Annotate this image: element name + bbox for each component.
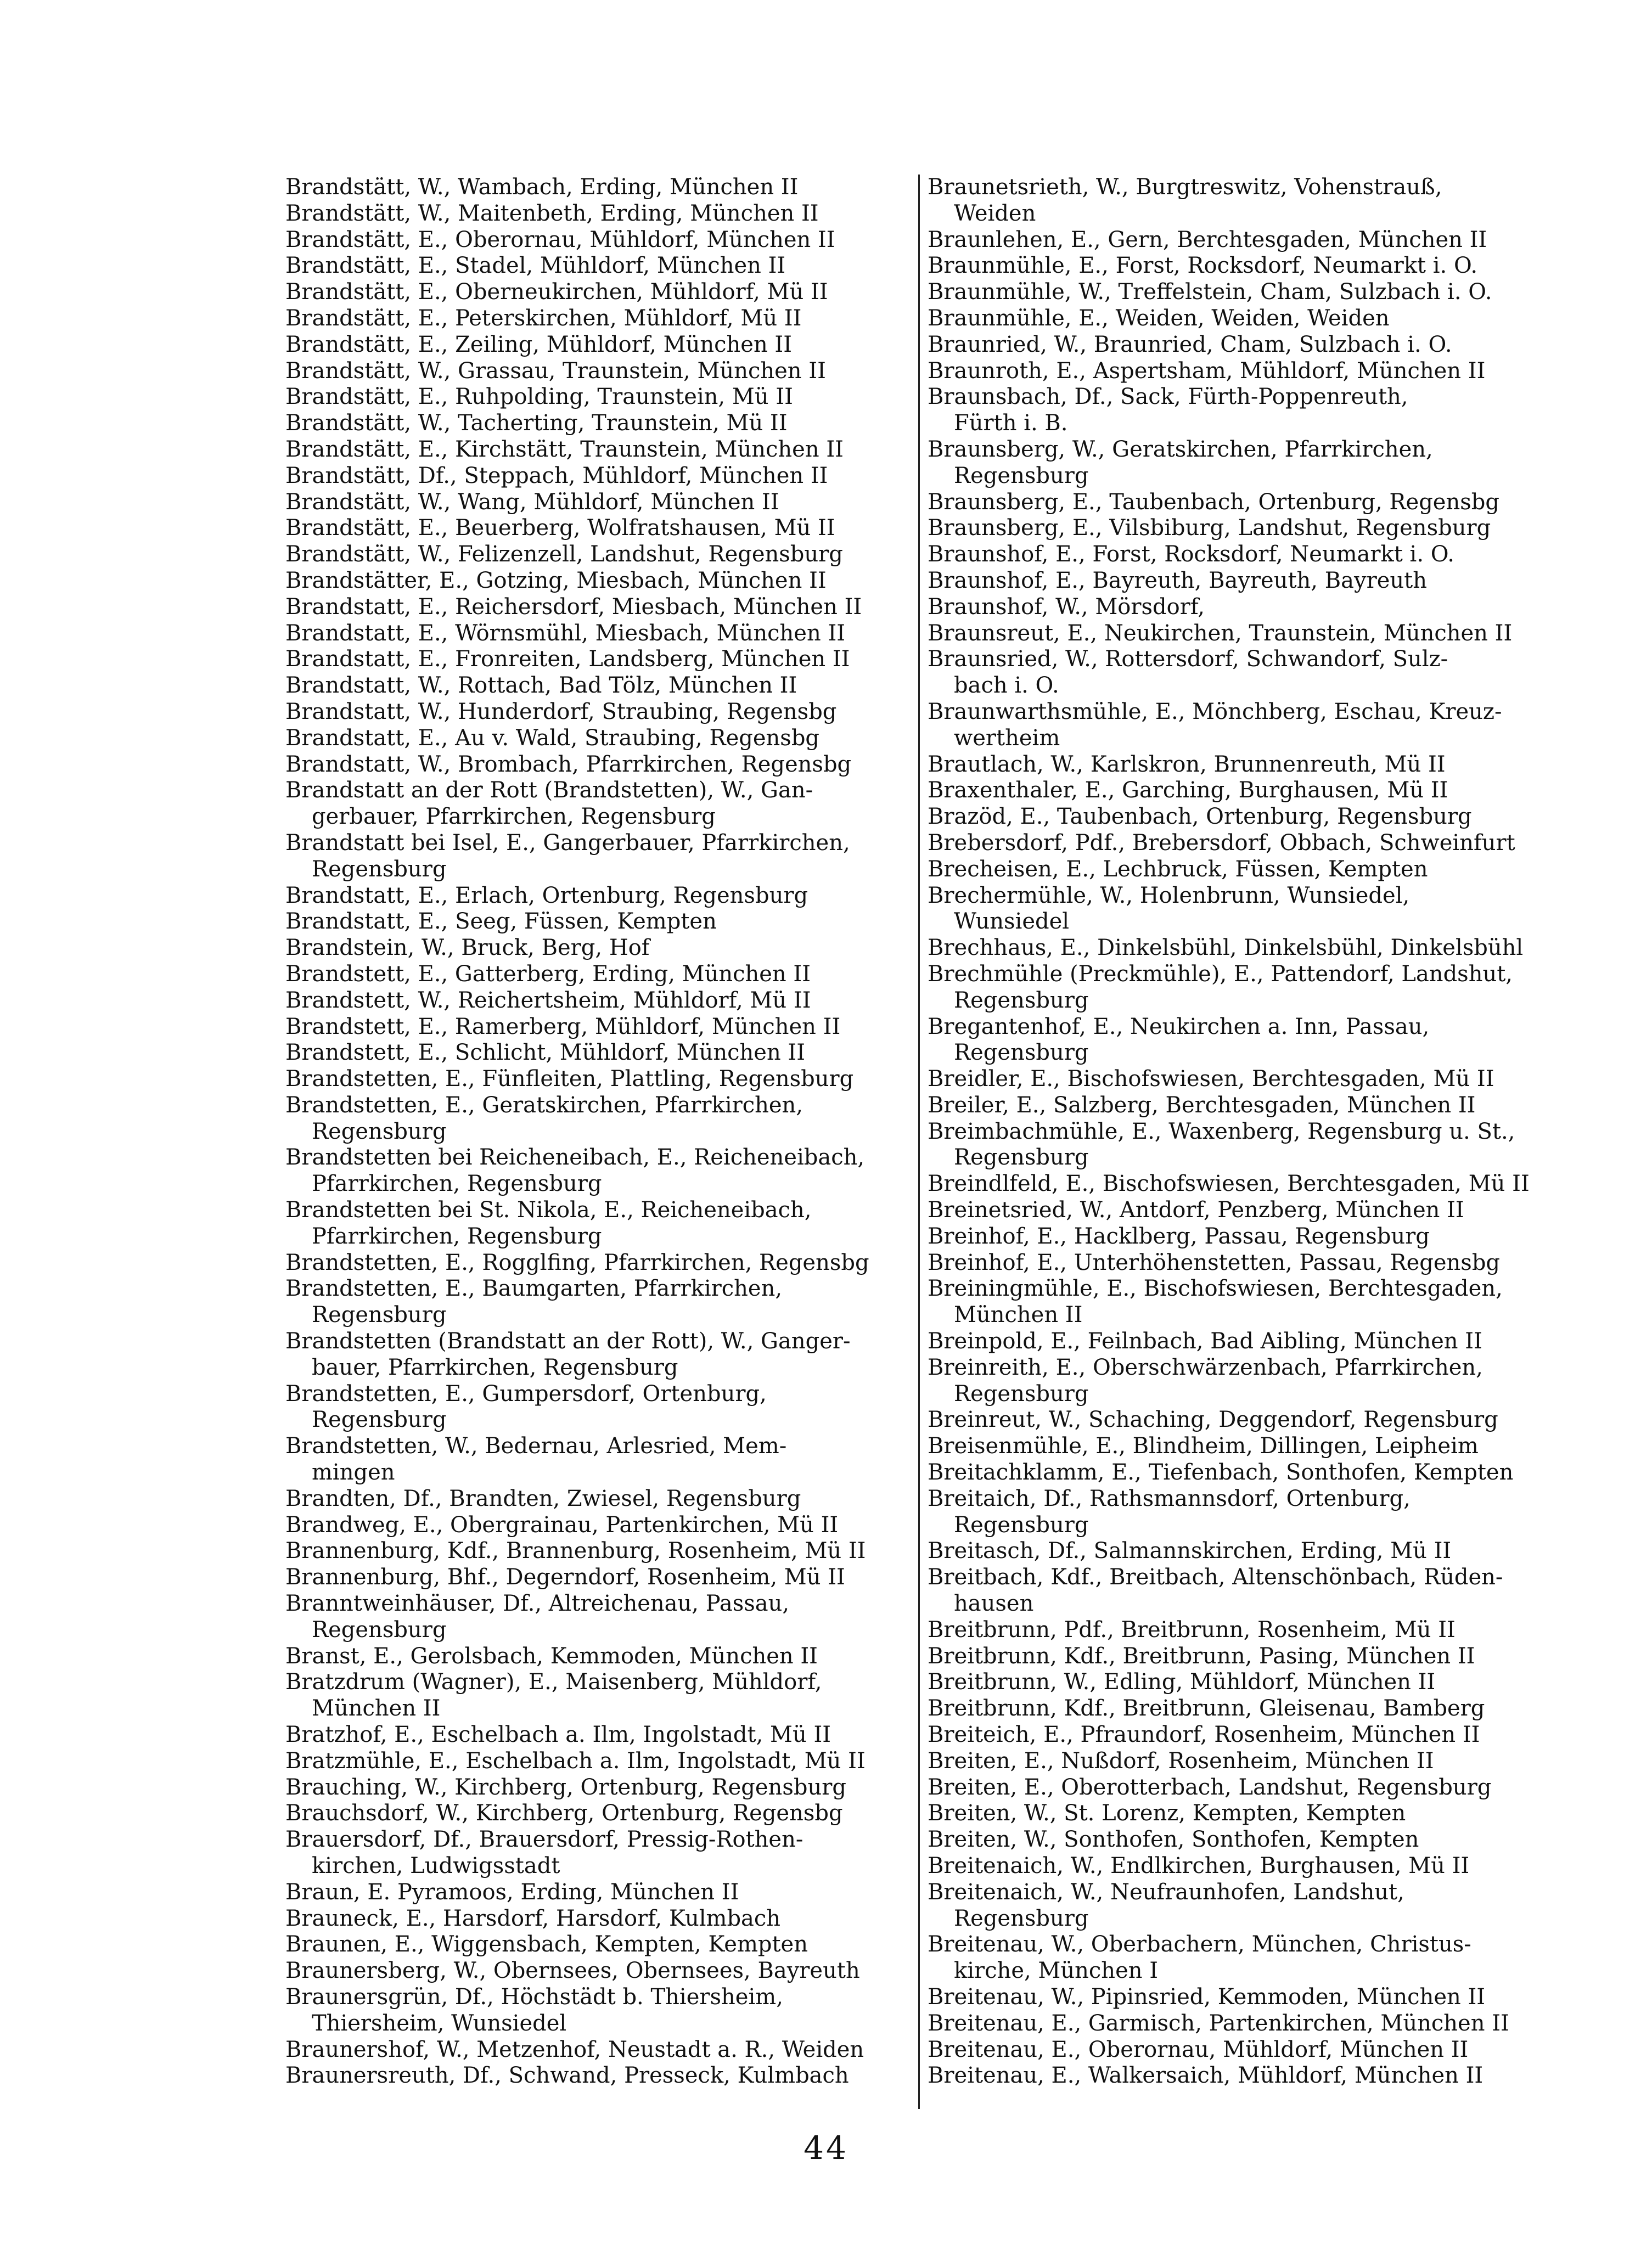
directory-entry: Brandstatt, E., Fronreiten, Landsberg, München II	[285, 646, 850, 672]
entry-continuation: Weiden	[954, 200, 1036, 226]
directory-entry: Brandstätt, W., Wambach, Erding, München II	[285, 175, 799, 200]
directory-entry: Braunshof, E., Bayreuth, Bayreuth, Bayreuth	[928, 567, 1427, 593]
entry-continuation: Regensburg	[312, 1617, 447, 1643]
right-column	[928, 175, 1564, 2089]
entry-continuation: bauer, Pfarrkirchen, Regensburg	[312, 1354, 678, 1380]
directory-entry: Brandstatt, E., Reichersdorf, Miesbach, München II	[285, 594, 862, 620]
directory-entry: Brandstatt, W., Hunderdorf, Straubing, Regensbg	[285, 699, 837, 724]
directory-entry: Breidler, E., Bischofswiesen, Berchtesgaden, Mü II	[928, 1066, 1494, 1092]
directory-entry: Braunshof, W., Mörsdorf,	[928, 594, 1205, 620]
directory-entry: Breitenau, E., Walkersaich, Mühldorf, München II	[928, 2063, 1484, 2089]
directory-entry: Brandstatt, W., Brombach, Pfarrkirchen, Regensbg	[285, 751, 852, 777]
directory-entry: Brandstätt, Df., Steppach, Mühldorf, München II	[285, 463, 828, 488]
entry-continuation: München II	[312, 1696, 441, 1722]
directory-entry: Brannenburg, Bhf., Degerndorf, Rosenheim, Mü II	[285, 1565, 845, 1590]
directory-entry: Braun, E. Pyramoos, Erding, München II	[285, 1879, 739, 1905]
entry-continuation: Regensburg	[954, 463, 1089, 488]
directory-entry: Breiten, E., Nußdorf, Rosenheim, München II	[928, 1748, 1434, 1774]
directory-entry: Brandstätt, W., Maitenbeth, Erding, München II	[285, 200, 819, 226]
directory-entry: Braunshof, E., Forst, Rocksdorf, Neumarkt i. O.	[928, 542, 1454, 567]
directory-entry: Braunersberg, W., Obernsees, Obernsees, Bayreuth	[285, 1958, 860, 1984]
directory-entry: Brandstetten bei Reicheneibach, E., Reicheneibach,	[285, 1145, 865, 1171]
directory-entry: Brandstatt an der Rott (Brandstetten), W., Gan-	[285, 778, 813, 803]
directory-entry: Breitbrunn, Pdf., Breitbrunn, Rosenheim, Mü II	[928, 1617, 1456, 1643]
entry-continuation: Regensburg	[312, 856, 447, 882]
directory-entry: Brandstätter, E., Gotzing, Miesbach, München II	[285, 567, 827, 593]
directory-entry: Breisenmühle, E., Blindheim, Dillingen, Leipheim	[928, 1433, 1479, 1459]
directory-entry: Braunsberg, E., Vilsbiburg, Landshut, Regensburg	[928, 515, 1491, 541]
directory-entry: Breindlfeld, E., Bischofswiesen, Berchtesgaden, Mü II	[928, 1171, 1530, 1197]
entry-continuation: Regensburg	[954, 1381, 1089, 1407]
directory-entry: Brandstätt, W., Felizenzell, Landshut, Regensburg	[285, 542, 843, 567]
entry-continuation: München II	[954, 1302, 1083, 1328]
directory-entry: Breitbach, Kdf., Breitbach, Altenschönbach, Rüden-	[928, 1565, 1503, 1590]
directory-entry: Breiler, E., Salzberg, Berchtesgaden, München II	[928, 1092, 1476, 1118]
directory-entry: Brecheisen, E., Lechbruck, Füssen, Kempten	[928, 856, 1428, 882]
directory-entry: Brandstätt, E., Oberornau, Mühldorf, München II	[285, 227, 835, 252]
directory-entry: Braunersreuth, Df., Schwand, Presseck, Kulmbach	[285, 2063, 849, 2089]
directory-entry: Brannenburg, Kdf., Brannenburg, Rosenheim, Mü II	[285, 1538, 866, 1564]
entry-continuation: kirchen, Ludwigsstadt	[312, 1853, 560, 1878]
directory-entry: Brandstätt, E., Ruhpolding, Traunstein, Mü II	[285, 384, 793, 410]
directory-entry: Brechhaus, E., Dinkelsbühl, Dinkelsbühl, Dinkelsbühl	[928, 935, 1524, 961]
directory-entry: Braunmühle, E., Forst, Rocksdorf, Neumarkt i. O.	[928, 253, 1478, 279]
directory-entry: Braunwarthsmühle, E., Mönchberg, Eschau, Kreuz-	[928, 699, 1502, 724]
directory-entry: Breinreith, E., Oberschwärzenbach, Pfarrkirchen,	[928, 1354, 1483, 1380]
directory-entry: Breitbrunn, W., Edling, Mühldorf, München II	[928, 1669, 1436, 1695]
entry-continuation: Pfarrkirchen, Regensburg	[312, 1223, 602, 1249]
entry-continuation: kirche, München I	[954, 1958, 1159, 1984]
directory-entry: Breinetsried, W., Antdorf, Penzberg, München II	[928, 1197, 1464, 1223]
directory-entry: Brandstatt, E., Wörnsmühl, Miesbach, München II	[285, 620, 846, 646]
directory-entry: Brandstätt, E., Zeiling, Mühldorf, München II	[285, 331, 793, 357]
directory-entry: Brandstett, E., Ramerberg, Mühldorf, München II	[285, 1014, 841, 1039]
directory-entry: Braxenthaler, E., Garching, Burghausen, Mü II	[928, 778, 1448, 803]
directory-entry: Bratzmühle, E., Eschelbach a. Ilm, Ingolstadt, Mü II	[285, 1748, 866, 1774]
directory-entry: Brandstetten bei St. Nikola, E., Reicheneibach,	[285, 1197, 812, 1223]
directory-entry: Branst, E., Gerolsbach, Kemmoden, München II	[285, 1643, 818, 1669]
directory-entry: Brautlach, W., Karlskron, Brunnenreuth, Mü II	[928, 751, 1446, 777]
directory-entry: Brauchsdorf, W., Kirchberg, Ortenburg, Regensbg	[285, 1801, 843, 1826]
directory-entry: Brandstätt, E., Beuerberg, Wolfratshausen, Mü II	[285, 515, 835, 541]
column-divider	[918, 175, 920, 2109]
directory-entry: Braunsberg, E., Taubenbach, Ortenburg, Regensbg	[928, 489, 1499, 515]
entry-continuation: bach i. O.	[954, 673, 1059, 699]
directory-entry: Braunroth, E., Aspertsham, Mühldorf, München II	[928, 358, 1486, 384]
directory-entry: Braunlehen, E., Gern, Berchtesgaden, München II	[928, 227, 1487, 252]
directory-entry: Brandstett, W., Reichertsheim, Mühldorf, Mü II	[285, 987, 811, 1013]
directory-entry: Breitbrunn, Kdf., Breitbrunn, Pasing, München II	[928, 1643, 1475, 1669]
entry-continuation: Regensburg	[954, 1040, 1089, 1066]
directory-entry: Brebersdorf, Pdf., Brebersdorf, Obbach, Schweinfurt	[928, 830, 1515, 856]
entry-continuation: Regensburg	[312, 1302, 447, 1328]
directory-entry: Braunsried, W., Rottersdorf, Schwandorf, Sulz-	[928, 646, 1448, 672]
directory-entry: Breinhof, E., Hacklberg, Passau, Regensburg	[928, 1223, 1430, 1249]
entry-continuation: Regensburg	[312, 1407, 447, 1433]
directory-entry: Braunmühle, E., Weiden, Weiden, Weiden	[928, 305, 1390, 331]
entry-continuation: Pfarrkirchen, Regensburg	[312, 1171, 602, 1197]
directory-entry: Bratzhof, E., Eschelbach a. Ilm, Ingolstadt, Mü II	[285, 1722, 831, 1748]
directory-entry: Brauching, W., Kirchberg, Ortenburg, Regensburg	[285, 1774, 846, 1800]
directory-entry: Breimbachmühle, E., Waxenberg, Regensburg u. St.,	[928, 1118, 1515, 1144]
entry-continuation: Wunsiedel	[954, 909, 1070, 935]
directory-entry: Brandstett, E., Gatterberg, Erding, München II	[285, 961, 811, 987]
left-column	[285, 175, 914, 2089]
directory-entry: Brauersdorf, Df., Brauersdorf, Pressig-Rothen-	[285, 1827, 803, 1853]
directory-entry: Braunried, W., Braunried, Cham, Sulzbach i. O.	[928, 331, 1452, 357]
directory-entry: Brandstätt, W., Tacherting, Traunstein, Mü II	[285, 410, 788, 436]
directory-entry: Breiningmühle, E., Bischofswiesen, Berchtesgaden,	[928, 1276, 1503, 1302]
directory-entry: Brandstätt, E., Peterskirchen, Mühldorf, Mü II	[285, 305, 802, 331]
entry-continuation: mingen	[312, 1460, 395, 1486]
directory-entry: Breitenau, E., Garmisch, Partenkirchen, München II	[928, 2010, 1509, 2036]
directory-entry: Brandstatt, W., Rottach, Bad Tölz, München II	[285, 673, 797, 699]
directory-entry: Breitenaich, W., Endlkirchen, Burghausen, Mü II	[928, 1853, 1470, 1878]
directory-entry: Breitbrunn, Kdf., Breitbrunn, Gleisenau, Bamberg	[928, 1696, 1485, 1722]
directory-entry: Brandstätt, E., Oberneukirchen, Mühldorf, Mü II	[285, 279, 828, 305]
directory-entry: Breinhof, E., Unterhöhenstetten, Passau, Regensbg	[928, 1250, 1501, 1275]
directory-entry: Breitaich, Df., Rathsmannsdorf, Ortenburg,	[928, 1486, 1411, 1511]
directory-entry: Braunmühle, W., Treffelstein, Cham, Sulzbach i. O.	[928, 279, 1492, 305]
directory-entry: Brandstätt, W., Wang, Mühldorf, München II	[285, 489, 779, 515]
directory-entry: Brandstätt, W., Grassau, Traunstein, München II	[285, 358, 826, 384]
directory-entry: Brandweg, E., Obergrainau, Partenkirchen, Mü II	[285, 1512, 839, 1538]
directory-entry: Brauneck, E., Harsdorf, Harsdorf, Kulmbach	[285, 1905, 781, 1931]
entry-continuation: hausen	[954, 1591, 1034, 1617]
directory-entry: Braunsberg, W., Geratskirchen, Pfarrkirchen,	[928, 436, 1433, 462]
directory-entry: Brandstetten, W., Bedernau, Arlesried, Mem-	[285, 1433, 787, 1459]
entry-continuation: Regensburg	[954, 1512, 1089, 1538]
directory-entry: Brandten, Df., Brandten, Zwiesel, Regensburg	[285, 1486, 801, 1511]
directory-entry: Braunetsrieth, W., Burgtreswitz, Vohenstrauß,	[928, 175, 1442, 200]
directory-entry: Bratzdrum (Wagner), E., Maisenberg, Mühldorf,	[285, 1669, 822, 1695]
directory-entry: Brandstatt, E., Seeg, Füssen, Kempten	[285, 909, 717, 935]
directory-entry: Breitasch, Df., Salmannskirchen, Erding, Mü II	[928, 1538, 1452, 1564]
directory-entry: Brandstätt, E., Stadel, Mühldorf, München II	[285, 253, 786, 279]
directory-entry: Breiten, E., Oberotterbach, Landshut, Regensburg	[928, 1774, 1492, 1800]
directory-entry: Braunsreut, E., Neukirchen, Traunstein, München II	[928, 620, 1513, 646]
entry-continuation: Regensburg	[954, 1905, 1089, 1931]
directory-entry: Branntweinhäuser, Df., Altreichenau, Passau,	[285, 1591, 790, 1617]
directory-entry: Breiten, W., St. Lorenz, Kempten, Kempten	[928, 1801, 1406, 1826]
directory-entry: Brandstetten, E., Baumgarten, Pfarrkirchen,	[285, 1276, 783, 1302]
directory-entry: Braunershof, W., Metzenhof, Neustadt a. R., Weiden	[285, 2037, 864, 2062]
directory-entry: Brandstein, W., Bruck, Berg, Hof	[285, 935, 650, 961]
directory-entry: Braunsbach, Df., Sack, Fürth-Poppenreuth,	[928, 384, 1408, 410]
page-number: 44	[803, 2129, 849, 2167]
entry-continuation: Regensburg	[954, 1145, 1089, 1171]
directory-entry: Breinpold, E., Feilnbach, Bad Aibling, München II	[928, 1329, 1482, 1354]
directory-entry: Breinreut, W., Schaching, Deggendorf, Regensburg	[928, 1407, 1498, 1433]
directory-entry: Brandstetten, E., Fünfleiten, Plattling, Regensburg	[285, 1066, 854, 1092]
entry-continuation: wertheim	[954, 725, 1060, 751]
directory-entry: Breiten, W., Sonthofen, Sonthofen, Kempten	[928, 1827, 1419, 1853]
directory-entry: Breitachklamm, E., Tiefenbach, Sonthofen, Kempten	[928, 1460, 1514, 1486]
directory-entry: Bregantenhof, E., Neukirchen a. Inn, Passau,	[928, 1014, 1430, 1039]
directory-entry: Brandstatt, E., Erlach, Ortenburg, Regensburg	[285, 882, 808, 908]
directory-entry: Brandstetten, E., Rogglfing, Pfarrkirchen, Regensbg	[285, 1250, 869, 1275]
directory-entry: Breitenau, E., Oberornau, Mühldorf, München II	[928, 2037, 1469, 2062]
entry-continuation: Regensburg	[312, 1118, 447, 1144]
directory-entry: Brandstetten, E., Gumpersdorf, Ortenburg,	[285, 1381, 767, 1407]
directory-entry: Brandstetten, E., Geratskirchen, Pfarrkirchen,	[285, 1092, 803, 1118]
directory-entry: Brandstatt, E., Au v. Wald, Straubing, Regensbg	[285, 725, 820, 751]
directory-entry: Brechermühle, W., Holenbrunn, Wunsiedel,	[928, 882, 1410, 908]
directory-entry: Breiteich, E., Pfraundorf, Rosenheim, München II	[928, 1722, 1480, 1748]
directory-entry: Brandstatt bei Isel, E., Gangerbauer, Pfarrkirchen,	[285, 830, 850, 856]
directory-entry: Breitenau, W., Oberbachern, München, Christus-	[928, 1932, 1471, 1958]
entry-continuation: Fürth i. B.	[954, 410, 1068, 436]
directory-entry: Breitenaich, W., Neufraunhofen, Landshut,	[928, 1879, 1404, 1905]
directory-entry: Brandstett, E., Schlicht, Mühldorf, München II	[285, 1040, 806, 1066]
entry-continuation: Regensburg	[954, 987, 1089, 1013]
entry-continuation: gerbauer, Pfarrkirchen, Regensburg	[312, 804, 716, 830]
directory-entry: Braunersgrün, Df., Höchstädt b. Thiersheim,	[285, 1984, 783, 2010]
directory-entry: Breitenau, W., Pipinsried, Kemmoden, München II	[928, 1984, 1486, 2010]
entry-continuation: Thiersheim, Wunsiedel	[312, 2010, 567, 2036]
directory-entry: Brandstätt, E., Kirchstätt, Traunstein, München II	[285, 436, 844, 462]
directory-entry: Brazöd, E., Taubenbach, Ortenburg, Regensburg	[928, 804, 1472, 830]
directory-entry: Braunen, E., Wiggensbach, Kempten, Kempten	[285, 1932, 808, 1958]
directory-entry: Brandstetten (Brandstatt an der Rott), W., Ganger-	[285, 1329, 851, 1354]
directory-entry: Brechmühle (Preckmühle), E., Pattendorf, Landshut,	[928, 961, 1513, 987]
